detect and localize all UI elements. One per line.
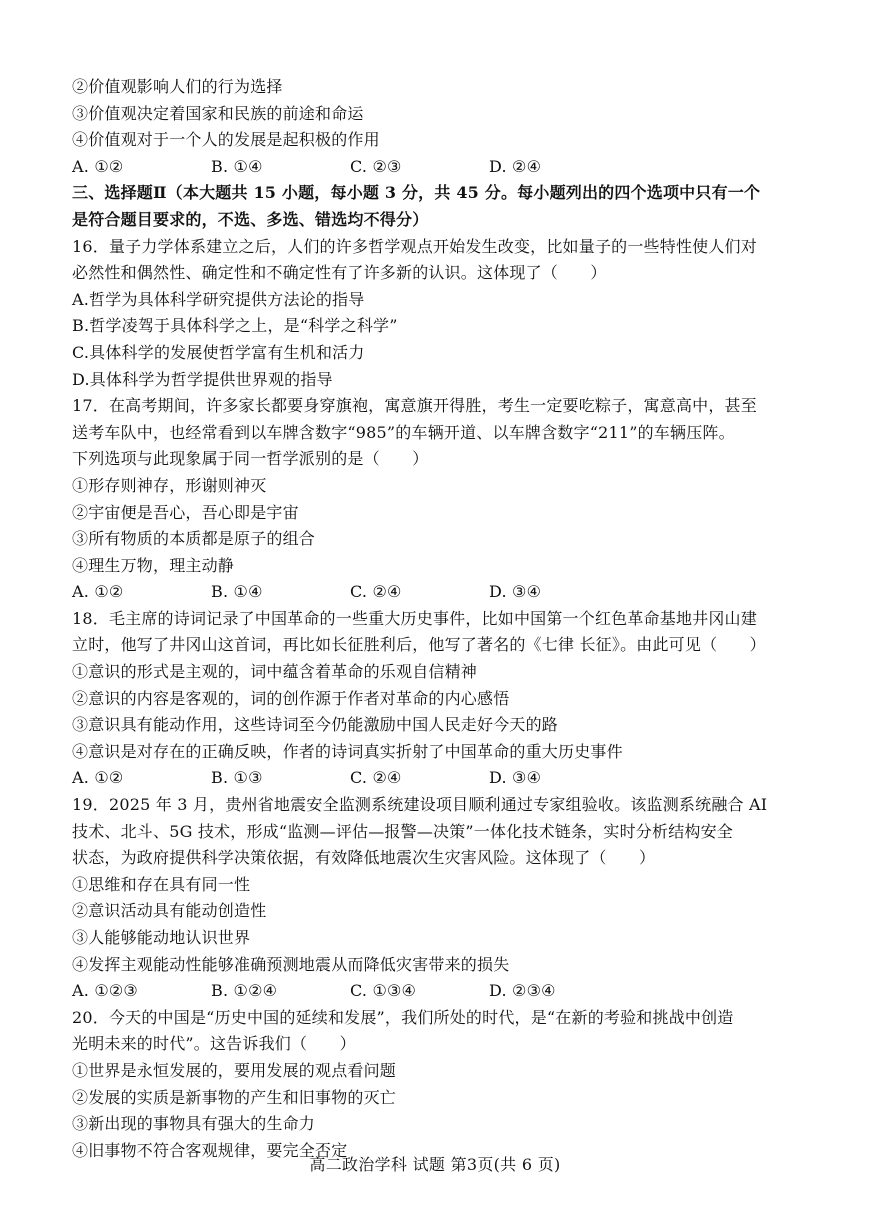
statement: ①世界是永恒发展的，要用发展的观点看问题 (72, 1060, 397, 1080)
statement: ②意识的内容是客观的，词的创作源于作者对革命的内心感悟 (72, 688, 510, 708)
question-19-stem: 19．2025 年 3 月，贵州省地震安全监测系统建设项目顺利通过专家组验收。该监测系统融合 AI (72, 795, 768, 815)
statement: ②宇宙便是吾心，吾心即是宇宙 (72, 502, 299, 522)
statement: ④发挥主观能动性能够准确预测地震从而降低灾害带来的损失 (72, 954, 510, 974)
question-17-stem: 送考车队中，也经常看到以车牌含数字“985”的车辆开道、以车牌含数字“211”的车辆压阵。 (72, 422, 735, 442)
statement: ③人能够能动地认识世界 (72, 928, 251, 947)
section-heading: 三、选择题Ⅱ（本大题共 15 小题，每小题 3 分，共 45 分。每小题列出的四个选项中只有一个 (72, 183, 761, 203)
statement: ①形存则神存，形谢则神灭 (72, 475, 267, 495)
option-b: B. ①④ (211, 582, 263, 602)
statement: ④价值观对于一个人的发展是起积极的作用 (72, 130, 380, 150)
statement: ②价值观影响人们的行为选择 (72, 77, 283, 96)
question-20-stem: 光明未来的时代”。这告诉我们（ ） (72, 1034, 356, 1054)
section-heading: 是符合题目要求的，不选、多选、错选均不得分） (72, 209, 429, 229)
question-16-choice-c: C.具体科学的发展使哲学富有生机和活力 (72, 342, 365, 362)
question-17-stem: 17．在高考期间，许多家长都要身穿旗袍，寓意旗开得胜，考生一定要吃粽子，寓意高中，甚至 (72, 396, 757, 416)
question-20-stem: 20．今天的中国是“历史中国的延续和发展”，我们所处的时代，是“在新的考验和挑战中创造 (72, 1007, 734, 1027)
option-c: C. ②④ (350, 582, 402, 602)
option-b: B. ①②④ (211, 981, 278, 1001)
question-19-stem: 状态，为政府提供科学决策依据，有效降低地震次生灾害风险。这体现了（ ） (72, 848, 656, 868)
answer-options (72, 765, 798, 792)
option-c: C. ②③ (350, 156, 402, 176)
option-d: D. ②③④ (489, 981, 556, 1001)
option-a: A. ①② (72, 768, 124, 788)
statement: ④旧事物不符合客观规律，要完全否定 (72, 1140, 348, 1160)
statement: ③意识具有能动作用，这些诗词至今仍能激励中国人民走好今天的路 (72, 715, 559, 735)
question-18-stem: 18．毛主席的诗词记录了中国革命的一些重大历史事件，比如中国第一个红色革命基地井冈山建 (72, 608, 757, 628)
statement: ③新出现的事物具有强大的生命力 (72, 1114, 316, 1134)
answer-options (72, 579, 798, 606)
statement: ④意识是对存在的正确反映，作者的诗词真实折射了中国革命的重大历史事件 (72, 741, 623, 761)
statement: ①意识的形式是主观的，词中蕴含着革命的乐观自信精神 (72, 662, 478, 682)
option-d: D. ③④ (489, 768, 542, 788)
statement: ③价值观决定着国家和民族的前途和命运 (72, 103, 364, 123)
statement: ④理生万物，理主动静 (72, 555, 235, 575)
option-c: C. ②④ (350, 768, 402, 788)
page-footer: 高二政治学科 试题 第3页(共 6 页) (309, 1155, 561, 1174)
answer-options (72, 978, 798, 1005)
option-c: C. ①③④ (350, 981, 417, 1001)
option-b: B. ①④ (211, 156, 263, 176)
question-18-stem: 立时，他写了井冈山这首词，再比如长征胜利后，他写了著名的《七律 长征》。由此可见（ ） (72, 635, 766, 655)
question-17-stem: 下列选项与此现象属于同一哲学派别的是（ ） (72, 449, 429, 469)
question-16-stem: 16．量子力学体系建立之后，人们的许多哲学观点开始发生改变，比如量子的一些特性使人们对 (72, 236, 757, 256)
option-a: A. ①② (72, 582, 124, 602)
question-16-choice-d: D.具体科学为哲学提供世界观的指导 (72, 369, 333, 389)
answer-options (72, 154, 798, 181)
option-d: D. ②④ (489, 156, 542, 176)
option-a: A. ①②③ (72, 981, 138, 1001)
option-b: B. ①③ (211, 768, 263, 788)
statement: ②发展的实质是新事物的产生和旧事物的灭亡 (72, 1087, 397, 1107)
option-a: A. ①② (72, 156, 124, 176)
statement: ③所有物质的本质都是原子的组合 (72, 529, 316, 549)
question-19-stem: 技术、北斗、5G 技术，形成“监测—评估—报警—决策”一体化技术链条，实时分析结构安全 (72, 821, 734, 841)
question-16-choice-a: A.哲学为具体科学研究提供方法论的指导 (72, 289, 365, 309)
statement: ①思维和存在具有同一性 (72, 874, 251, 894)
statement: ②意识活动具有能动创造性 (72, 901, 267, 921)
question-16-choice-b: B.哲学凌驾于具体科学之上，是“科学之科学” (72, 316, 398, 336)
option-d: D. ③④ (489, 582, 542, 602)
question-16-stem: 必然性和偶然性、确定性和不确定性有了许多新的认识。这体现了（ ） (72, 263, 607, 283)
